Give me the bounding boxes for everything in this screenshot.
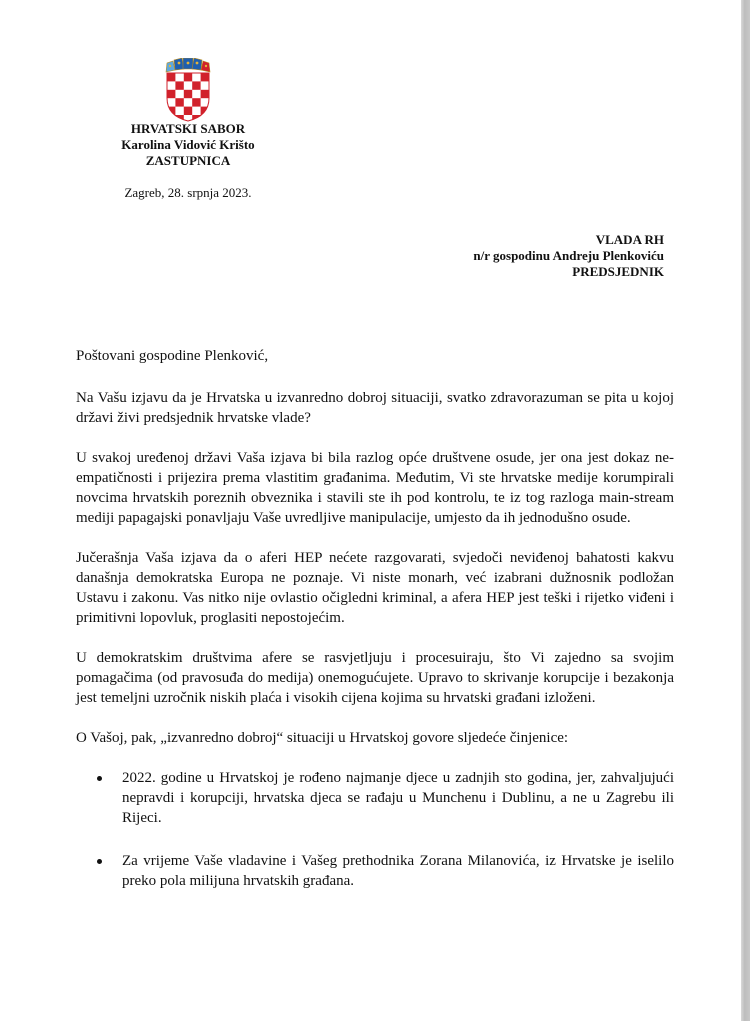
- letter-date: Zagreb, 28. srpnja 2023.: [124, 185, 252, 200]
- sender-block: [100, 121, 276, 169]
- paragraph: U demokratskim društvima afere se rasvjetljuju i procesuiraju, što Vi zajedno sa svojim pomagačima (od pravosuđa do medija) onemogućujete. Upravo to skrivanje korupcije i bezakonja jest temeljni uzročnik niskih plaća i visokih cijena kojima su hrvatski građani izloženi.: [76, 650, 674, 706]
- recipient-line-1: VLADA RH: [595, 232, 664, 247]
- recipient-block: [473, 232, 664, 280]
- croatian-coat-of-arms-icon: [163, 58, 213, 122]
- list-item: [76, 768, 674, 828]
- recipient-line-2: n/r gospodinu Andreju Plenkoviću: [473, 248, 664, 263]
- bullet-icon: [97, 776, 102, 781]
- paragraph: U svakoj uređenoj državi Vaša izjava bi bila razlog opće društvene osude, jer ona jest dokaz ne-empatičnosti i prijezira prema vlastitim građanima. Međutim, Vi ste hrvatske medije korumpirali novcima hrvatskih poreznih obveznika i stavili ste ih pod kontrolu, te iz tog razloga main-stream mediji papagajski ponavljaju Vaše uvredljive manipulacije, umjesto da ih jednodušno osude.: [76, 450, 674, 526]
- bullet-icon: [97, 859, 102, 864]
- recipient-line-3: PREDSJEDNIK: [572, 264, 664, 279]
- letter-body: [76, 346, 674, 914]
- list-item: [76, 851, 674, 891]
- fact-list: [76, 768, 674, 891]
- sender-name: Karolina Vidović Krišto: [121, 137, 255, 152]
- page-edge: [741, 0, 750, 1021]
- paragraph: Na Vašu izjavu da je Hrvatska u izvanredno dobroj situaciji, svatko zdravorazuman se pita u kojoj državi živi predsjednik hrvatske vlade?: [76, 390, 674, 426]
- paragraph: O Vašoj, pak, „izvanredno dobroj“ situaciji u Hrvatskoj govore sljedeće činjenice:: [76, 730, 569, 746]
- greeting: Poštovani gospodine Plenković,: [76, 348, 269, 364]
- paragraph: Jučerašnja Vaša izjava da o aferi HEP nećete razgovarati, svjedoči neviđenoj bahatosti kakvu današnja demokratska Europa ne poznaje. Vi niste monarh, već izabrani dužnosnik podložan Ustavu i zakonu. Vas nitko nije ovlastio očigledni kriminal, a afera HEP jest teški i rijetko viđeni i primitivni lopovluk, proglasiti nepostojećim.: [76, 550, 674, 626]
- list-item-text: Za vrijeme Vaše vladavine i Vašeg prethodnika Zorana Milanovića, iz Hrvatske je iselilo preko pola milijuna hrvatskih građana.: [122, 853, 674, 889]
- sender-role: ZASTUPNICA: [145, 153, 231, 168]
- institution-name: HRVATSKI SABOR: [130, 121, 246, 136]
- list-item-text: 2022. godine u Hrvatskoj je rođeno najmanje djece u zadnjih sto godina, jer, zahvaljujući nepravdi i korupciji, hrvatska djeca se rađaju u Munchenu i Dublinu, a ne u Zagrebu ili Rijeci.: [122, 770, 674, 826]
